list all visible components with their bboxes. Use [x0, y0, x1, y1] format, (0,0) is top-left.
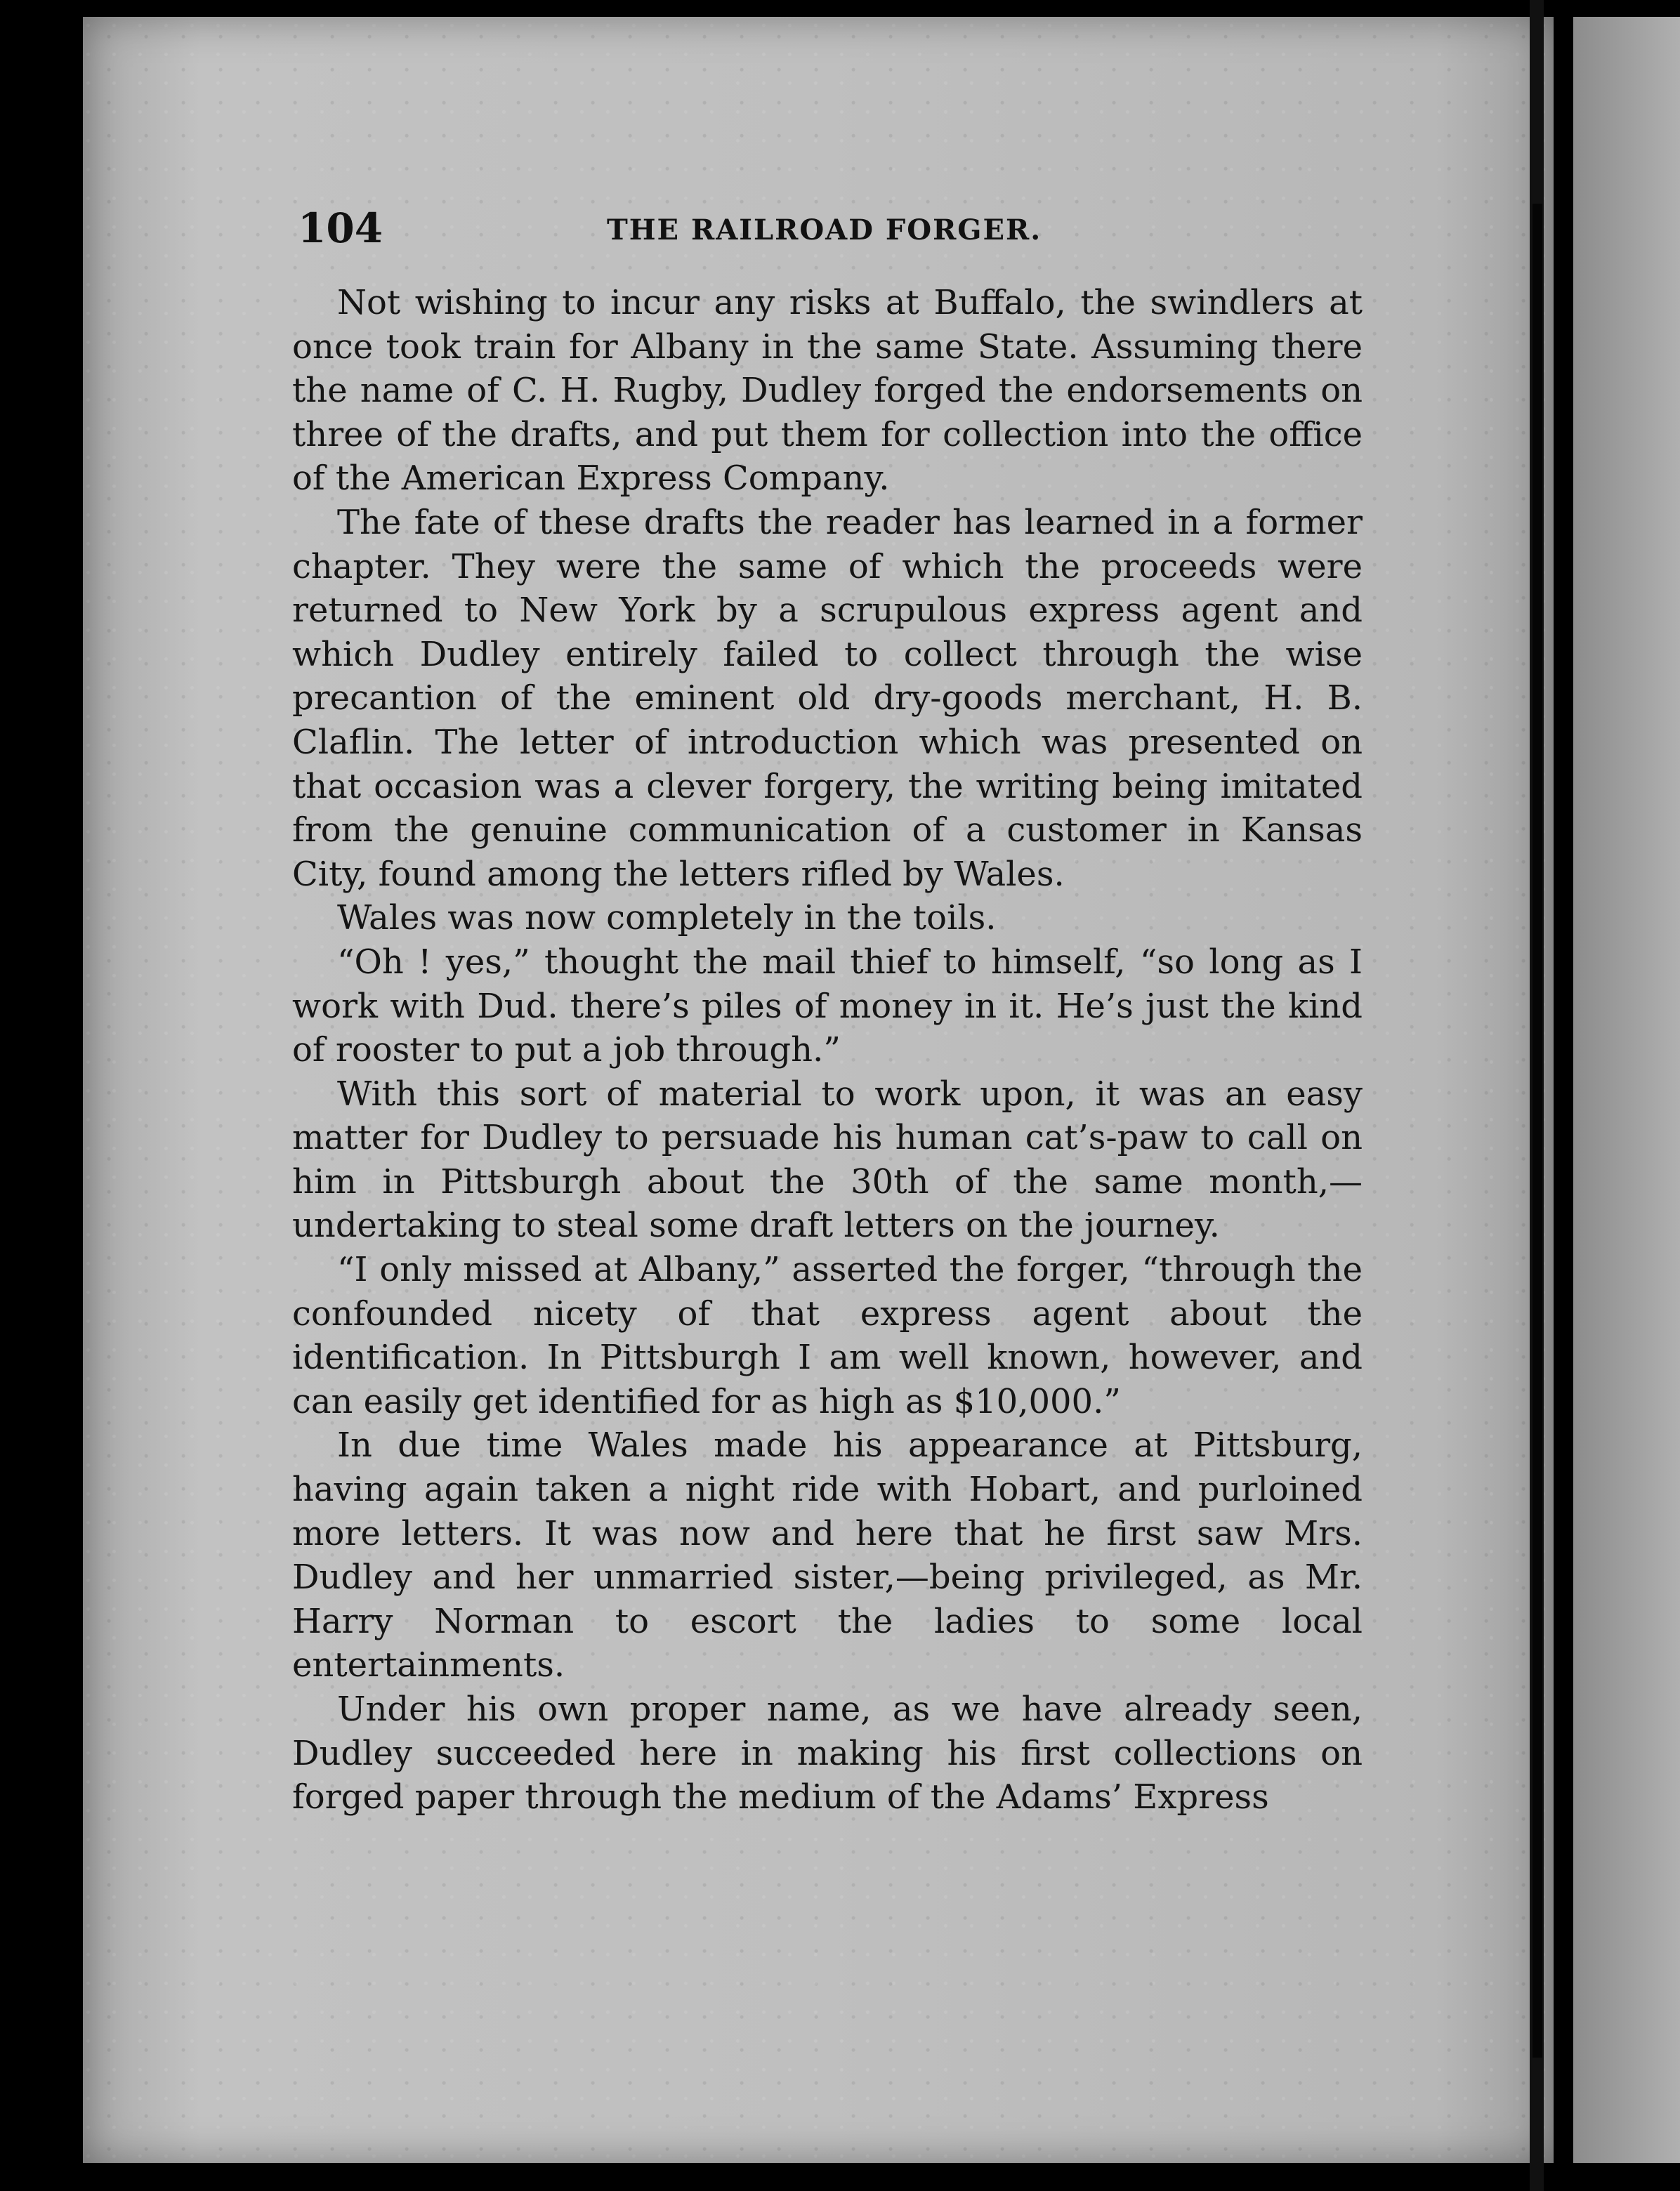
paragraph: In due time Wales made his appearance at Pittsburg, having again taken a night ride with Hobart, and purloined more letters. It was now and here that he first saw Mrs. Dudley and her unmarried sister,—being privileged, as Mr. Harry Norman to escort the ladies to some local entertainments. — [292, 1426, 1363, 1685]
paragraph: “Oh ! yes,” thought the mail thief to himself, “so long as I work with Dud. there’s piles of money in it. He’s just the kind of rooster to put a job through.” — [292, 942, 1363, 1070]
page-number: 104 — [298, 204, 383, 252]
paragraph: The fate of these drafts the reader has learned in a former chapter. They were the same of which the proceeds were returned to New York by a scrupulous express agent and which Dudley entirely failed to collect through the wise precantion of the eminent old dry-goods merchant, H. B. Claflin. The letter of introduction which was presented on that occasion was a clever forgery, the writing being imitated from the genuine communication of a customer in Kansas City, found among the letters rifled by Wales. — [292, 502, 1363, 894]
body-text — [292, 281, 1363, 1820]
paragraph: Wales was now completely in the toils. — [337, 898, 997, 938]
running-title: THE RAILROAD FORGER. — [607, 213, 1042, 246]
facing-page-edge — [1573, 17, 1680, 2163]
paragraph: “I only missed at Albany,” asserted the forger, “through the confounded nicety of that express agent about the identification. In Pittsburgh I am well known, however, and can easily get identified for as high as $10,000.” — [292, 1250, 1363, 1421]
paragraph: Under his own proper name, as we have already seen, Dudley succeeded here in making his first collections on forged paper through the medium of the Adams’ Express — [292, 1690, 1363, 1817]
binding-edge — [1533, 204, 1542, 2058]
paragraph: With this sort of material to work upon, it was an easy matter for Dudley to persuade his human cat’s-paw to call on him in Pittsburgh about the 30th of the same month,—undertaking to steal some draft letters on the journey. — [292, 1074, 1363, 1246]
paragraph: Not wishing to incur any risks at Buffalo, the swindlers at once took train for Albany in the same State. Assuming there the name of C. H. Rugby, Dudley forged the endorsements on three of the drafts, and put them for collection into the office of the American Express Company. — [292, 283, 1363, 499]
page-header — [298, 204, 1365, 253]
